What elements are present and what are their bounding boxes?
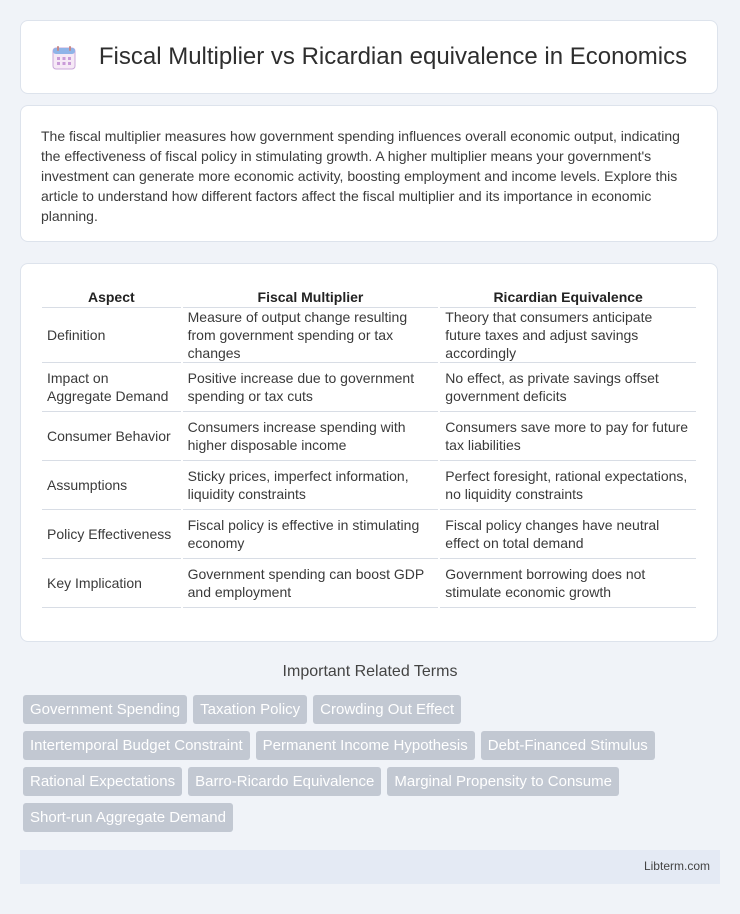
- related-terms-title: Important Related Terms: [282, 663, 458, 680]
- cell-ricardian-equivalence: Fiscal policy changes have neutral effect on total demand: [440, 510, 696, 559]
- cell-fiscal-multiplier: Government spending can boost GDP and employment: [183, 559, 439, 608]
- related-term-tag[interactable]: Marginal Propensity to Consume: [387, 767, 619, 796]
- footer-brand[interactable]: Libterm.com: [643, 859, 710, 873]
- related-term-tag[interactable]: Government Spending: [23, 695, 187, 724]
- header-ricardian-equivalence: Ricardian Equivalence: [440, 286, 696, 308]
- intro-text: The fiscal multiplier measures how government spending influences overall economic output, indicating the effectiveness of fiscal policy in stimulating growth. A higher multiplier means your government's investment can generate more economic activity, boosting employment and income levels. Explore this article to understand how different factors affect the fiscal multiplier and its importance in economic planning.: [41, 128, 680, 224]
- header-fiscal-multiplier: Fiscal Multiplier: [183, 286, 439, 308]
- cell-fiscal-multiplier: Consumers increase spending with higher disposable income: [183, 412, 439, 461]
- related-term-tag[interactable]: Short-run Aggregate Demand: [23, 803, 233, 832]
- cell-fiscal-multiplier: Sticky prices, imperfect information, liquidity constraints: [183, 461, 439, 510]
- related-term-tag[interactable]: Permanent Income Hypothesis: [256, 731, 475, 760]
- cell-ricardian-equivalence: Theory that consumers anticipate future taxes and adjust savings accordingly: [440, 308, 696, 363]
- cell-fiscal-multiplier: Fiscal policy is effective in stimulating economy: [183, 510, 439, 559]
- table-row: [42, 559, 696, 608]
- related-terms-list: [23, 695, 723, 839]
- table-header-row: [42, 286, 696, 308]
- table-row: [42, 363, 696, 412]
- cell-aspect: Key Implication: [42, 559, 181, 608]
- cell-ricardian-equivalence: Consumers save more to pay for future tax liabilities: [440, 412, 696, 461]
- related-term-tag[interactable]: Intertemporal Budget Constraint: [23, 731, 250, 760]
- table-row: [42, 510, 696, 559]
- cell-fiscal-multiplier: Measure of output change resulting from government spending or tax changes: [183, 308, 439, 363]
- table-row: [42, 461, 696, 510]
- cell-fiscal-multiplier: Positive increase due to government spending or tax cuts: [183, 363, 439, 412]
- cell-aspect: Policy Effectiveness: [42, 510, 181, 559]
- related-term-tag[interactable]: Debt-Financed Stimulus: [481, 731, 655, 760]
- cell-aspect: Assumptions: [42, 461, 181, 510]
- title-card: [20, 20, 718, 94]
- cell-aspect: Impact on Aggregate Demand: [42, 363, 181, 412]
- comparison-table: [40, 286, 698, 608]
- cell-aspect: Definition: [42, 308, 181, 363]
- page-title: Fiscal Multiplier vs Ricardian equivalence in Economics: [98, 43, 688, 70]
- related-term-tag[interactable]: Crowding Out Effect: [313, 695, 461, 724]
- cell-ricardian-equivalence: No effect, as private savings offset government deficits: [440, 363, 696, 412]
- cell-aspect: Consumer Behavior: [42, 412, 181, 461]
- table-row: [42, 308, 696, 363]
- comparison-table-card: [20, 263, 718, 642]
- header-aspect: Aspect: [42, 286, 181, 308]
- cell-ricardian-equivalence: Perfect foresight, rational expectations, no liquidity constraints: [440, 461, 696, 510]
- related-term-tag[interactable]: Barro-Ricardo Equivalence: [188, 767, 381, 796]
- table-row: [42, 412, 696, 461]
- cell-ricardian-equivalence: Government borrowing does not stimulate economic growth: [440, 559, 696, 608]
- related-term-tag[interactable]: Taxation Policy: [193, 695, 307, 724]
- intro-card: [20, 105, 718, 242]
- calendar-icon: [51, 45, 77, 71]
- footer: [20, 850, 720, 884]
- related-term-tag[interactable]: Rational Expectations: [23, 767, 182, 796]
